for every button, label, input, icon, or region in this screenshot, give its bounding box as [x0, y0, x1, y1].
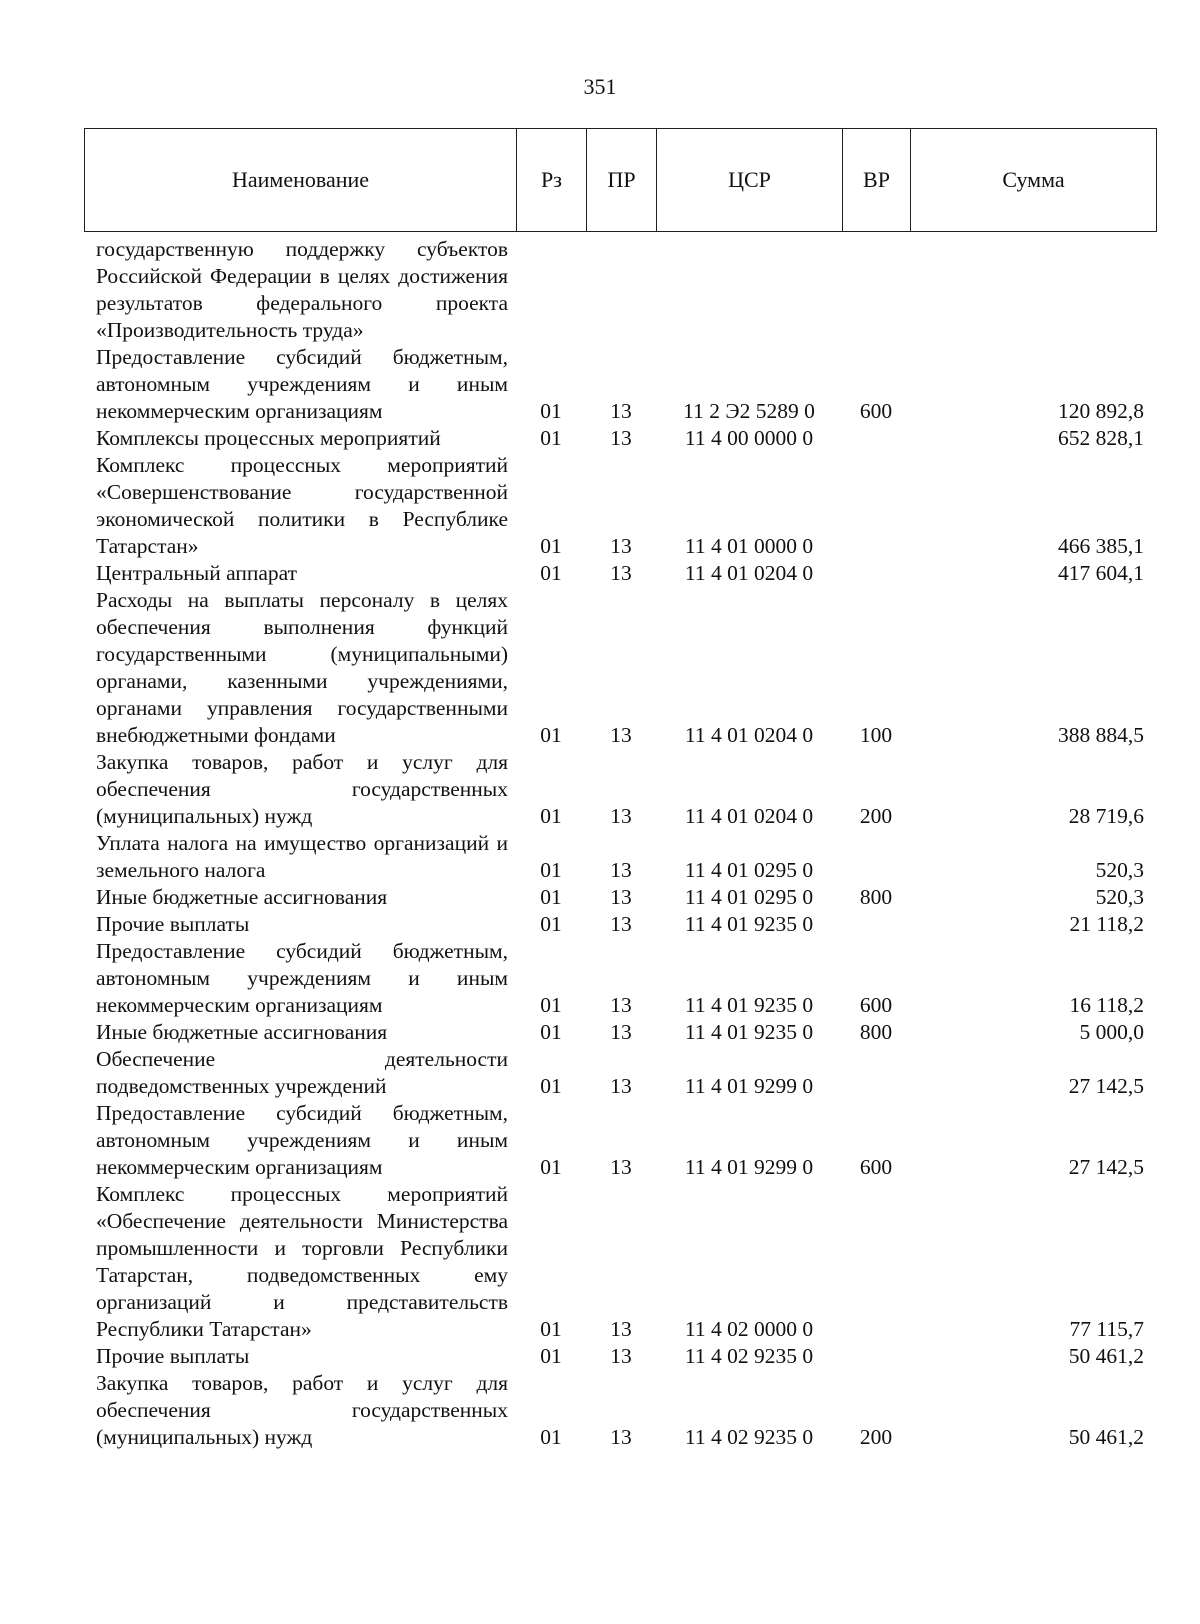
row-csr: 11 4 01 9299 0	[684, 1155, 814, 1179]
row-pr: 13	[610, 1344, 632, 1368]
table-row	[84, 1046, 1156, 1100]
row-rz: 01	[540, 561, 562, 585]
table-row	[84, 1370, 1156, 1451]
row-sum: 27 142,5	[1068, 1155, 1144, 1179]
row-sum: 50 461,2	[1068, 1344, 1144, 1368]
row-pr: 13	[610, 561, 632, 585]
row-rz: 01	[540, 1155, 562, 1179]
table-row	[84, 911, 1156, 938]
row-rz: 01	[540, 993, 562, 1017]
row-rz	[516, 236, 586, 344]
table-row	[84, 1343, 1156, 1370]
row-sum: 520,3	[1095, 885, 1144, 909]
row-pr	[586, 236, 656, 344]
row-vr	[842, 911, 910, 938]
row-name: Иные бюджетные ассигнования	[96, 1020, 388, 1044]
row-rz: 01	[540, 804, 562, 828]
row-pr: 13	[610, 534, 632, 558]
row-vr	[842, 560, 910, 587]
header-sum: Сумма	[911, 129, 1157, 232]
row-csr: 11 4 01 0204 0	[684, 804, 814, 828]
row-name: Предоставление субсидий бюджетным, автономным учреждениям и иным некоммерческим организациям	[96, 1101, 508, 1179]
row-vr: 800	[859, 1020, 893, 1044]
row-vr	[842, 1181, 910, 1343]
row-vr: 600	[859, 399, 893, 423]
row-sum: 417 604,1	[1058, 561, 1144, 585]
row-vr	[842, 1343, 910, 1370]
row-pr: 13	[610, 858, 632, 882]
row-csr: 11 4 02 9235 0	[684, 1344, 814, 1368]
row-sum: 5 000,0	[1079, 1020, 1144, 1044]
row-pr: 13	[610, 1020, 632, 1044]
row-pr: 13	[610, 1155, 632, 1179]
row-pr: 13	[610, 1425, 632, 1449]
row-pr: 13	[610, 1317, 632, 1341]
table-row	[84, 749, 1156, 830]
row-rz: 01	[540, 534, 562, 558]
row-csr: 11 4 01 0204 0	[684, 723, 814, 747]
table-row	[84, 425, 1156, 452]
row-csr: 11 4 01 9235 0	[684, 1020, 814, 1044]
row-name: Предоставление субсидий бюджетным, автономным учреждениям и иным некоммерческим организациям	[96, 345, 508, 423]
row-csr: 11 4 01 9235 0	[684, 993, 814, 1017]
row-sum: 28 719,6	[1068, 804, 1144, 828]
row-rz: 01	[540, 399, 562, 423]
row-rz: 01	[540, 1074, 562, 1098]
row-csr	[656, 236, 842, 344]
row-pr: 13	[610, 804, 632, 828]
row-sum: 50 461,2	[1068, 1425, 1144, 1449]
row-rz: 01	[540, 426, 562, 450]
row-vr: 600	[859, 1155, 893, 1179]
row-csr: 11 4 01 9299 0	[684, 1074, 814, 1098]
budget-table	[84, 236, 1156, 1451]
row-vr	[842, 830, 910, 884]
row-vr	[842, 425, 910, 452]
row-sum: 520,3	[1095, 858, 1144, 882]
row-name: Предоставление субсидий бюджетным, автономным учреждениям и иным некоммерческим организациям	[96, 939, 508, 1017]
row-vr: 600	[859, 993, 893, 1017]
row-pr: 13	[610, 399, 632, 423]
row-vr	[842, 452, 910, 560]
table-row	[84, 452, 1156, 560]
row-rz: 01	[540, 885, 562, 909]
row-pr: 13	[610, 426, 632, 450]
header-rz: Рз	[517, 129, 587, 232]
row-csr: 11 4 02 0000 0	[684, 1317, 814, 1341]
row-name: Комплекс процессных мероприятий «Совершенствование государственной экономической политики в Республике Татарстан»	[96, 453, 508, 558]
table-header	[84, 128, 1157, 232]
row-name: Расходы на выплаты персоналу в целях обеспечения выполнения функций государственными (муниципальными) органами, казенными учреждениями, органами управления государственными внебюджетными фондами	[96, 588, 508, 747]
row-csr: 11 4 01 0204 0	[684, 561, 814, 585]
header-csr: ЦСР	[657, 129, 843, 232]
row-vr: 800	[859, 885, 893, 909]
row-name: Закупка товаров, работ и услуг для обеспечения государственных (муниципальных) нужд	[96, 750, 508, 828]
table-row	[84, 830, 1156, 884]
row-csr: 11 4 01 0295 0	[684, 885, 814, 909]
row-csr: 11 2 Э2 5289 0	[683, 399, 815, 423]
row-vr: 200	[859, 1425, 893, 1449]
header-vr: ВР	[843, 129, 911, 232]
row-rz: 01	[540, 1344, 562, 1368]
row-name: Прочие выплаты	[96, 1344, 250, 1368]
row-rz: 01	[540, 858, 562, 882]
table-row	[84, 1100, 1156, 1181]
row-sum: 16 118,2	[1069, 993, 1144, 1017]
table-row	[84, 344, 1156, 425]
table-row	[84, 236, 1156, 344]
row-sum: 466 385,1	[1058, 534, 1144, 558]
row-rz: 01	[540, 1020, 562, 1044]
row-csr: 11 4 01 0000 0	[684, 534, 814, 558]
row-pr: 13	[610, 1074, 632, 1098]
row-sum: 21 118,2	[1069, 912, 1144, 936]
row-name: Комплексы процессных мероприятий	[96, 426, 441, 450]
table-row	[84, 1019, 1156, 1046]
row-rz: 01	[540, 723, 562, 747]
row-name: Закупка товаров, работ и услуг для обеспечения государственных (муниципальных) нужд	[96, 1371, 508, 1449]
row-vr	[842, 1046, 910, 1100]
row-sum	[910, 236, 1156, 344]
table-row	[84, 884, 1156, 911]
table-row	[84, 938, 1156, 1019]
row-name: государственную поддержку субъектов Российской Федерации в целях достижения результатов федерального проекта «Производительность труда»	[96, 237, 508, 342]
row-vr: 100	[859, 723, 893, 747]
row-sum: 27 142,5	[1068, 1074, 1144, 1098]
row-csr: 11 4 01 0295 0	[684, 858, 814, 882]
table-row	[84, 560, 1156, 587]
row-sum: 652 828,1	[1058, 426, 1144, 450]
row-name: Уплата налога на имущество организаций и земельного налога	[96, 831, 508, 882]
row-pr: 13	[610, 885, 632, 909]
row-name: Центральный аппарат	[96, 561, 298, 585]
row-sum: 120 892,8	[1058, 399, 1144, 423]
row-name: Иные бюджетные ассигнования	[96, 885, 388, 909]
row-name: Обеспечение деятельности подведомственных учреждений	[96, 1047, 508, 1098]
header-pr: ПР	[587, 129, 657, 232]
row-pr: 13	[610, 993, 632, 1017]
row-rz: 01	[540, 1425, 562, 1449]
row-csr: 11 4 00 0000 0	[684, 426, 814, 450]
row-pr: 13	[610, 912, 632, 936]
row-sum: 388 884,5	[1058, 723, 1144, 747]
table-row	[84, 1181, 1156, 1343]
row-rz: 01	[540, 1317, 562, 1341]
page-number: 351	[583, 74, 617, 99]
header-name: Наименование	[85, 129, 517, 232]
row-vr	[842, 236, 910, 344]
row-sum: 77 115,7	[1069, 1317, 1144, 1341]
row-name: Комплекс процессных мероприятий «Обеспечение деятельности Министерства промышленности и торговли Республики Татарстан, подведомственных ему организаций и представительств Республики Татарстан»	[96, 1182, 508, 1341]
table-row	[84, 587, 1156, 749]
row-pr: 13	[610, 723, 632, 747]
row-csr: 11 4 02 9235 0	[684, 1425, 814, 1449]
row-csr: 11 4 01 9235 0	[684, 912, 814, 936]
row-name: Прочие выплаты	[96, 912, 250, 936]
row-rz: 01	[540, 912, 562, 936]
row-vr: 200	[859, 804, 893, 828]
